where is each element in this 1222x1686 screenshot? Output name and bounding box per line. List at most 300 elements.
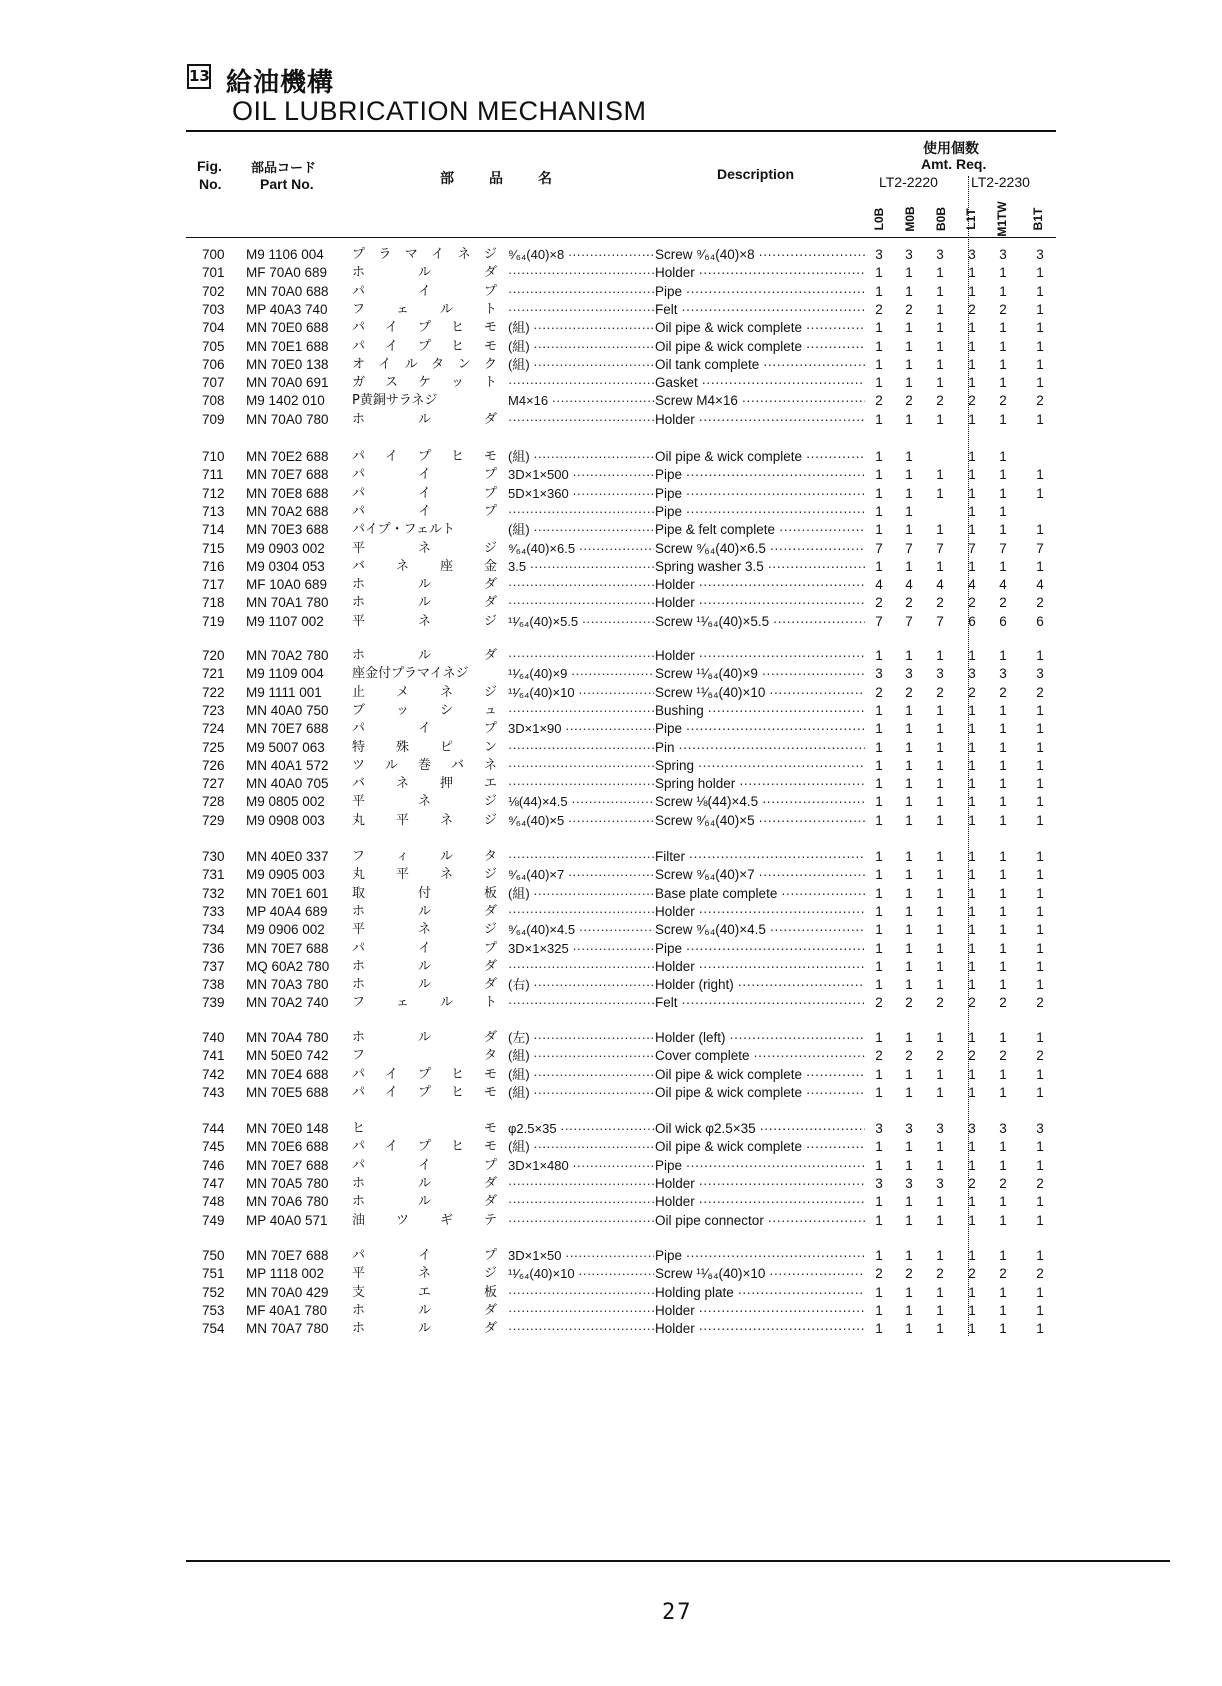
table-row <box>0 1138 1222 1156</box>
qty-m0b: 1 <box>905 776 913 792</box>
part-name-char: イ <box>378 356 392 372</box>
description-text: Pin <box>655 739 675 755</box>
leader-dots <box>530 357 654 372</box>
part-name-char: ホ <box>352 977 366 993</box>
part-name-char: ル <box>417 1194 431 1210</box>
qty-m1tw: 1 <box>999 958 1007 974</box>
qty-m1tw: 3 <box>999 247 1007 262</box>
table-row <box>0 356 1222 374</box>
qty-m1tw: 1 <box>999 1066 1007 1082</box>
part-name-jp <box>352 757 497 775</box>
description <box>655 466 865 484</box>
qty-l1t: 1 <box>968 411 976 427</box>
qty-m0b: 1 <box>905 503 913 519</box>
qty-l0b: 1 <box>875 411 883 427</box>
group-a-label: LT2-2220 <box>879 174 938 190</box>
part-name-char: ル <box>417 958 431 974</box>
part-name-char: イ <box>417 1248 431 1263</box>
qty-m0b: 1 <box>905 739 913 755</box>
part-name-char: ギ <box>439 1212 453 1228</box>
leader-dots <box>777 886 865 901</box>
qty-b1t: 1 <box>1036 283 1044 299</box>
qty-b0b: 1 <box>936 522 944 538</box>
qty-m0b: 2 <box>905 684 913 700</box>
leader-dots <box>769 614 865 629</box>
qty-b1t: 1 <box>1036 1284 1044 1300</box>
description <box>655 485 865 503</box>
part-name-char: イ <box>417 485 431 501</box>
part-name-char: イ <box>417 467 431 483</box>
part-name-char: バ <box>352 776 366 792</box>
table-row <box>0 720 1222 738</box>
leader-dots <box>508 1213 654 1228</box>
table-row <box>0 338 1222 356</box>
qty-b0b: 1 <box>936 558 944 574</box>
fig-no: 717 <box>202 577 225 593</box>
part-name-char: ネ <box>417 922 431 938</box>
spec <box>508 757 654 775</box>
leader-dots <box>508 412 654 427</box>
leader-dots <box>764 559 865 574</box>
part-name-char: 平 <box>352 922 366 938</box>
qty-b0b: 2 <box>936 595 944 611</box>
qty-b0b: 1 <box>936 922 944 938</box>
leader-dots <box>526 559 654 574</box>
part-no: MN 70E8 688 <box>246 485 329 501</box>
part-name-char: パ <box>352 940 366 956</box>
part-name-char: ン <box>457 356 471 372</box>
part-name-char: ジ <box>483 922 497 938</box>
leader-dots <box>802 1085 865 1100</box>
spec <box>508 576 654 594</box>
part-name-char: ダ <box>483 577 497 593</box>
part-name-char: イ <box>417 283 431 299</box>
part-name-char: プ <box>483 485 497 501</box>
leader-dots <box>530 522 654 537</box>
part-name-char: ホ <box>352 958 366 974</box>
qty-b0b: 1 <box>936 757 944 773</box>
qty-l1t: 3 <box>968 1121 976 1136</box>
fig-no: 703 <box>202 301 225 317</box>
fig-no: 708 <box>202 393 225 409</box>
part-name-jp <box>352 739 497 757</box>
qty-m0b: 3 <box>905 247 913 262</box>
fig-no: 742 <box>202 1066 225 1082</box>
qty-l1t: 1 <box>968 849 976 864</box>
leader-dots <box>508 703 654 718</box>
qty-l0b: 1 <box>875 940 883 956</box>
part-no: M9 0903 002 <box>246 540 325 556</box>
part-name-char: ツ <box>395 1212 409 1228</box>
leader-dots <box>575 685 654 700</box>
qty-b1t: 2 <box>1036 393 1044 409</box>
qty-l0b: 1 <box>875 503 883 519</box>
part-name-char: モ <box>483 320 497 336</box>
amt-req-label: Amt. Req. <box>921 156 987 172</box>
part-name-char: イ <box>384 320 398 336</box>
leader-dots <box>508 504 654 519</box>
part-name-char: 特 <box>352 739 366 755</box>
part-name-char: パ <box>352 1157 366 1173</box>
part-no: M9 0908 003 <box>246 812 325 828</box>
description <box>655 1247 865 1265</box>
description <box>655 392 865 410</box>
model-m1tw: M1TW <box>995 201 1009 237</box>
qty-b0b: 1 <box>936 338 944 354</box>
description <box>655 684 865 702</box>
qty-m1tw: 1 <box>999 1321 1007 1337</box>
part-name-char: 丸 <box>352 867 366 883</box>
leader-dots <box>759 357 865 372</box>
part-name-char: ダ <box>483 595 497 611</box>
part-name-char: 板 <box>483 885 497 901</box>
leader-dots <box>569 486 654 501</box>
part-name-char: ッ <box>395 702 409 718</box>
part-name-char: ジ <box>483 1266 497 1282</box>
part-name-char: 平 <box>352 794 366 810</box>
leader-dots <box>564 813 654 828</box>
description-text: Oil pipe & wick complete <box>655 338 803 354</box>
part-name-jp <box>352 1320 497 1338</box>
fig-no: 746 <box>202 1157 225 1173</box>
part-name-char: ホ <box>352 411 366 427</box>
qty-b1t: 1 <box>1036 1321 1044 1337</box>
qty-b1t: 1 <box>1036 721 1044 737</box>
description <box>655 940 865 958</box>
table-row <box>0 466 1222 484</box>
leader-dots <box>508 959 654 974</box>
qty-m0b: 2 <box>905 393 913 409</box>
spec <box>508 521 654 539</box>
part-name-char: ジ <box>483 867 497 883</box>
part-name-char: プ <box>483 503 497 519</box>
part-name-char: シ <box>439 702 453 718</box>
fig-no: 725 <box>202 739 225 755</box>
spec-text: ¹¹⁄₆₄(40)×10 <box>508 1266 575 1282</box>
fig-no: 707 <box>202 375 225 391</box>
part-name-jp <box>352 775 497 793</box>
qty-b1t: 1 <box>1036 812 1044 828</box>
part-name-jp <box>352 448 497 466</box>
part-name-char: ダ <box>483 411 497 427</box>
qty-l0b: 2 <box>875 995 883 1011</box>
qty-m1tw: 1 <box>999 411 1007 427</box>
part-name-char: イ <box>417 503 431 519</box>
part-name-char: プ <box>417 449 431 464</box>
qty-m0b: 1 <box>905 522 913 538</box>
qty-b0b: 7 <box>936 540 944 556</box>
part-name-char: モ <box>483 338 497 354</box>
qty-b0b: 1 <box>936 356 944 372</box>
qty-m0b: 2 <box>905 595 913 611</box>
leader-dots <box>578 614 654 629</box>
table-row <box>0 1120 1222 1138</box>
qty-l0b: 7 <box>875 613 883 629</box>
part-name-char: ル <box>439 995 453 1011</box>
leader-dots <box>695 595 865 610</box>
qty-l1t: 1 <box>968 1157 976 1173</box>
spec <box>508 485 654 503</box>
part-name-char: 平 <box>352 540 366 556</box>
part-name-char: パ <box>352 283 366 299</box>
leader-dots <box>765 685 865 700</box>
fig-no: 713 <box>202 503 225 519</box>
qty-b1t: 1 <box>1036 867 1044 883</box>
leader-dots <box>750 1048 865 1063</box>
leader-dots <box>564 247 654 262</box>
part-name-char: ル <box>439 849 453 864</box>
description-text: Pipe <box>655 485 683 501</box>
part-name-char: ホ <box>352 577 366 593</box>
qty-m1tw: 1 <box>999 922 1007 938</box>
qty-b1t: 1 <box>1036 558 1044 574</box>
qty-b0b: 1 <box>936 885 944 901</box>
part-name-char: ダ <box>483 1175 497 1191</box>
part-name-jp <box>352 558 497 576</box>
part-name-jp <box>352 903 497 921</box>
fig-no: 747 <box>202 1175 225 1191</box>
fig-no: 754 <box>202 1321 225 1337</box>
qty-b1t: 1 <box>1036 301 1044 317</box>
part-name-char: 殊 <box>395 739 409 755</box>
qty-b1t: 3 <box>1036 666 1044 682</box>
spec-text: (組) <box>508 449 530 464</box>
fig-no: 737 <box>202 958 225 974</box>
spec-text: (組) <box>508 1084 530 1100</box>
description-text: Pipe <box>655 940 683 956</box>
qty-l1t: 2 <box>968 1048 976 1064</box>
part-name-jp <box>352 1029 497 1047</box>
part-name-char: マ <box>404 247 418 262</box>
part-name-char: 板 <box>483 1284 497 1300</box>
qty-l1t: 2 <box>968 393 976 409</box>
description <box>655 356 865 374</box>
part-name-jp <box>352 246 497 264</box>
description <box>655 1193 865 1211</box>
spec <box>508 503 654 521</box>
qty-m0b: 1 <box>905 449 913 464</box>
part-name-char: 支 <box>352 1284 366 1300</box>
qty-m1tw: 1 <box>999 522 1007 538</box>
table-row <box>0 246 1222 264</box>
qty-l0b: 1 <box>875 449 883 464</box>
part-name-char: ネ <box>395 558 409 574</box>
description <box>655 848 865 866</box>
part-no: MN 70E0 148 <box>246 1121 329 1136</box>
part-no: MP 1118 002 <box>246 1266 325 1282</box>
part-name-char: ホ <box>352 1175 366 1191</box>
description-text: Pipe <box>655 283 683 299</box>
model-l1t: L1T <box>964 208 978 230</box>
qty-b0b: 1 <box>936 903 944 919</box>
part-name-char: 金 <box>483 558 497 574</box>
spec <box>508 921 654 939</box>
leader-dots <box>508 302 654 317</box>
part-name-char: ル <box>417 1175 431 1191</box>
description <box>655 757 865 775</box>
qty-m1tw: 1 <box>999 1248 1007 1263</box>
table-row <box>0 793 1222 811</box>
qty-l0b: 1 <box>875 265 883 281</box>
qty-b1t: 4 <box>1036 577 1044 593</box>
qty-b0b: 7 <box>936 613 944 629</box>
leader-dots <box>695 265 865 280</box>
spec-text: 3D×1×90 <box>508 721 562 737</box>
qty-b1t: 1 <box>1036 849 1044 864</box>
part-name-char: エ <box>483 776 497 792</box>
fig-no: 736 <box>202 940 225 956</box>
table-row <box>0 775 1222 793</box>
part-no: MP 40A4 689 <box>246 903 328 919</box>
description-text: Holder (right) <box>655 977 734 993</box>
qty-b1t: 1 <box>1036 320 1044 336</box>
qty-b0b: 1 <box>936 812 944 828</box>
part-name-char: ホ <box>352 1030 366 1045</box>
spec-text: ¹¹⁄₆₄(40)×5.5 <box>508 613 579 629</box>
fig-no: 723 <box>202 702 225 718</box>
qty-b0b: 1 <box>936 1139 944 1155</box>
description <box>655 885 865 903</box>
table-row <box>0 1247 1222 1265</box>
description <box>655 921 865 939</box>
leader-dots <box>562 721 655 736</box>
qty-l0b: 3 <box>875 1121 883 1136</box>
spec <box>508 1320 654 1338</box>
qty-m0b: 1 <box>905 903 913 919</box>
spec <box>508 301 654 319</box>
leader-dots <box>802 320 865 335</box>
part-name-char: ダ <box>483 1194 497 1210</box>
part-name-jp <box>352 812 497 830</box>
part-name-char: 巻 <box>417 757 431 773</box>
leader-dots <box>775 522 865 537</box>
qty-m1tw: 1 <box>999 320 1007 336</box>
qty-m0b: 2 <box>905 301 913 317</box>
part-name-char: ホ <box>352 265 366 281</box>
spec <box>508 411 654 429</box>
qty-l1t: 1 <box>968 320 976 336</box>
spec-text: (組) <box>508 885 530 901</box>
part-name-char: ル <box>417 648 431 663</box>
qty-l1t: 1 <box>968 449 976 464</box>
qty-l0b: 1 <box>875 794 883 810</box>
part-name-char: ル <box>417 595 431 611</box>
description <box>655 1320 865 1338</box>
qty-l0b: 3 <box>875 666 883 682</box>
qty-m0b: 1 <box>905 721 913 737</box>
qty-b0b: 1 <box>936 1212 944 1228</box>
part-name-jp <box>352 1247 497 1265</box>
table-row <box>0 576 1222 594</box>
description-text: Holder <box>655 958 695 974</box>
spec <box>508 1047 654 1065</box>
part-name-char: プ <box>417 1139 431 1155</box>
fig-no: 718 <box>202 595 225 611</box>
leader-dots <box>530 886 654 901</box>
qty-l0b: 1 <box>875 485 883 501</box>
qty-l0b: 2 <box>875 1266 883 1282</box>
part-name-char: 座金付プラマイネジ <box>352 666 469 682</box>
leader-dots <box>682 504 865 519</box>
leader-dots <box>508 265 654 280</box>
part-no: M9 1106 004 <box>246 247 324 262</box>
qty-l1t: 1 <box>968 1321 976 1337</box>
leader-dots <box>530 1030 654 1045</box>
table-row <box>0 1212 1222 1230</box>
spec <box>508 903 654 921</box>
qty-b0b: 2 <box>936 393 944 409</box>
part-name-char: 座 <box>439 558 453 574</box>
description-text: Holder <box>655 411 695 427</box>
part-name-char: ネ <box>417 794 431 810</box>
fig-no: 711 <box>202 467 224 483</box>
spec <box>508 793 654 811</box>
qty-m1tw: 1 <box>999 702 1007 718</box>
description <box>655 1302 865 1320</box>
leader-dots <box>682 721 865 736</box>
qty-l0b: 1 <box>875 1084 883 1100</box>
part-name-char: ル <box>417 1030 431 1045</box>
qty-m1tw: 1 <box>999 885 1007 901</box>
qty-b1t: 2 <box>1036 684 1044 700</box>
description-text: Holder <box>655 595 695 611</box>
description <box>655 775 865 793</box>
qty-m0b: 1 <box>905 794 913 810</box>
description-text: Screw ⁹⁄₆₄(40)×8 <box>655 247 755 262</box>
qty-m1tw: 1 <box>999 1194 1007 1210</box>
leader-dots <box>802 1139 865 1154</box>
leader-dots <box>682 467 865 482</box>
qty-b1t: 2 <box>1036 1048 1044 1064</box>
part-no: M9 1109 004 <box>246 666 324 682</box>
part-name-char: モ <box>483 1084 497 1100</box>
part-name-char: プ <box>352 247 366 262</box>
part-name-char: ジ <box>483 812 497 828</box>
qty-l1t: 2 <box>968 1175 976 1191</box>
table-row <box>0 702 1222 720</box>
qty-l0b: 1 <box>875 885 883 901</box>
qty-b1t: 1 <box>1036 794 1044 810</box>
table-row <box>0 757 1222 775</box>
fig-no: 704 <box>202 320 225 336</box>
qty-l0b: 4 <box>875 577 883 593</box>
qty-b1t: 1 <box>1036 485 1044 501</box>
part-no: MN 70E7 688 <box>246 721 329 737</box>
qty-b0b: 1 <box>936 721 944 737</box>
fig-no: 726 <box>202 757 225 773</box>
spec <box>508 558 654 576</box>
part-no: MN 70E7 688 <box>246 467 329 483</box>
part-name-char: イ <box>431 247 445 262</box>
description <box>655 958 865 976</box>
fig-no: 745 <box>202 1139 225 1155</box>
qty-l1t: 1 <box>968 265 976 281</box>
qty-l0b: 7 <box>875 540 883 556</box>
qty-b1t: 1 <box>1036 1248 1044 1263</box>
part-no: MN 70E0 688 <box>246 320 329 336</box>
part-name-jp <box>352 1120 497 1138</box>
qty-l1t: 1 <box>968 485 976 501</box>
leader-dots <box>508 904 654 919</box>
leader-dots <box>569 467 654 482</box>
description-text: Holder <box>655 1302 695 1318</box>
description-text: Oil pipe & wick complete <box>655 1084 803 1100</box>
part-no: MN 40A1 572 <box>246 757 329 773</box>
part-name-jp <box>352 1193 497 1211</box>
part-name-char: フ <box>352 995 366 1011</box>
part-name-char: フ <box>352 1048 366 1064</box>
part-no: MN 70E7 688 <box>246 940 329 956</box>
